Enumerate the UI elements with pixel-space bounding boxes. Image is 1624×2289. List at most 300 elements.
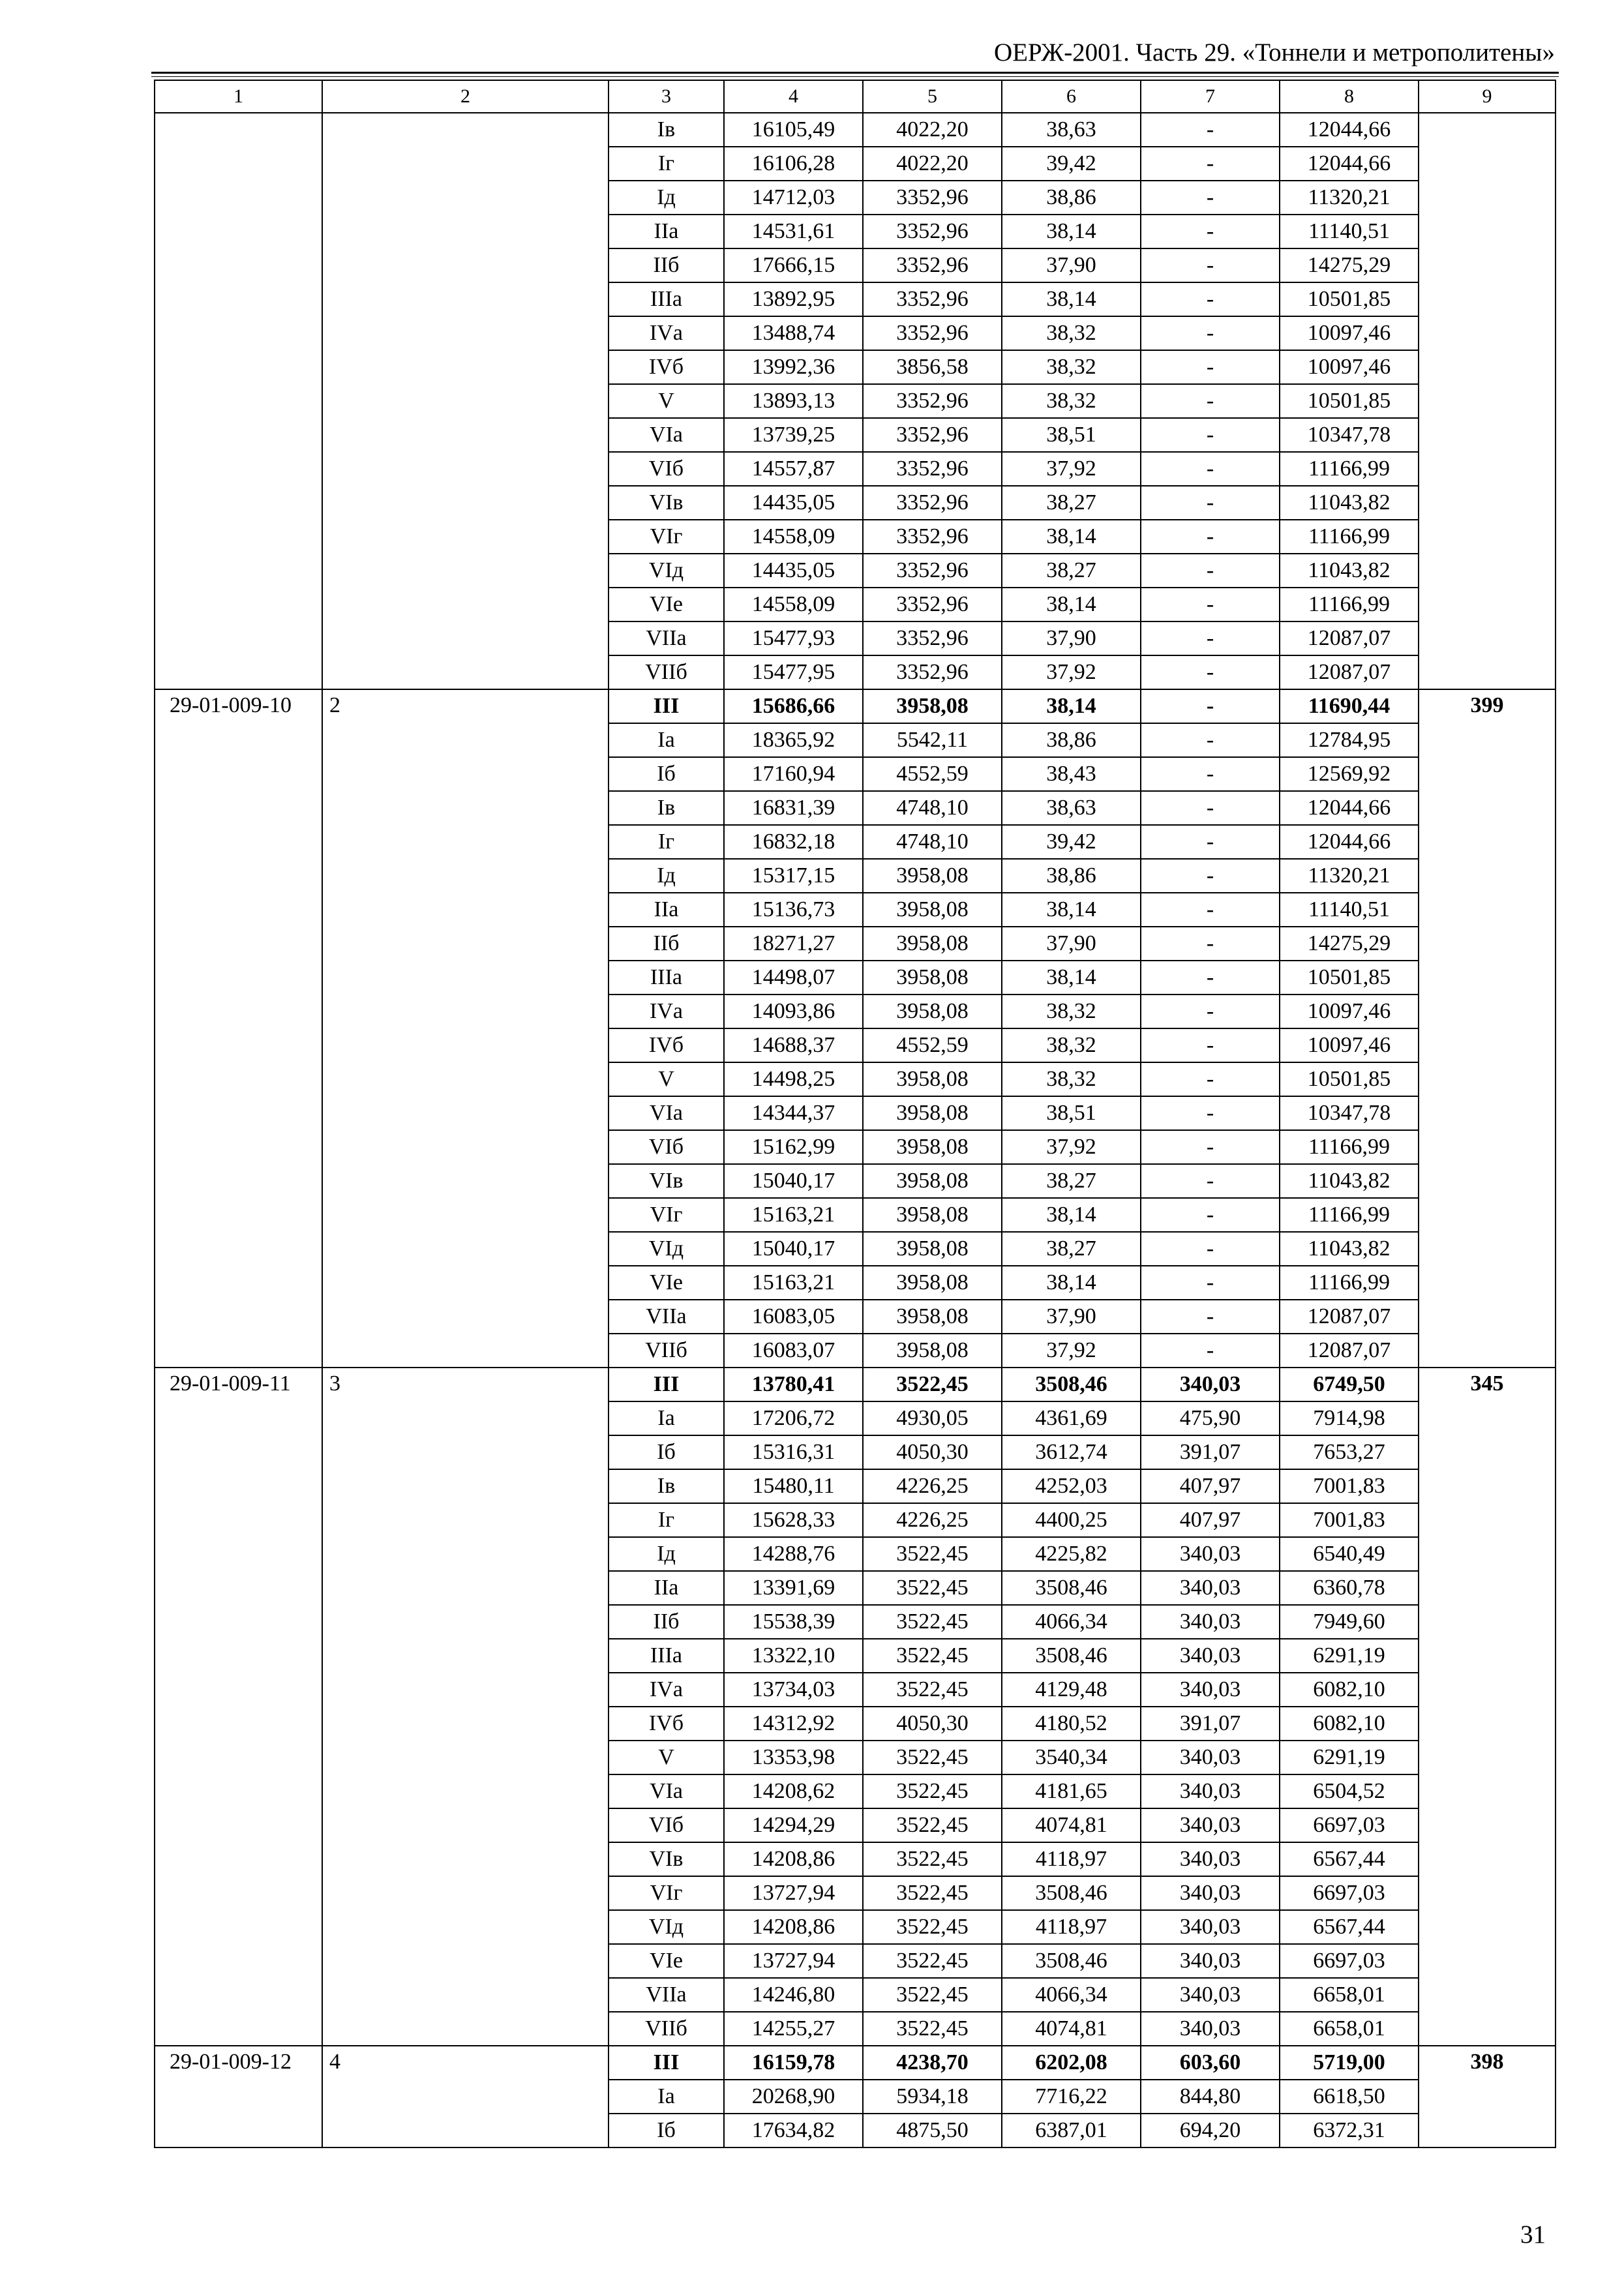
cell-value: 3522,45 — [863, 1605, 1002, 1639]
cell-value: 11166,99 — [1280, 520, 1419, 554]
cell-value: - — [1141, 282, 1280, 316]
cell-value: 11043,82 — [1280, 486, 1419, 520]
cell-value: 15136,73 — [724, 893, 863, 927]
cell-value: 4074,81 — [1002, 1808, 1141, 1842]
cell-value: 38,86 — [1002, 181, 1141, 215]
cell-value: 7653,27 — [1280, 1435, 1419, 1469]
cell-value: 38,14 — [1002, 893, 1141, 927]
cell-item-number: 2 — [322, 689, 609, 1368]
cell-value: 38,63 — [1002, 791, 1141, 825]
cell-value: 18271,27 — [724, 927, 863, 961]
cell-value: 340,03 — [1141, 1978, 1280, 2012]
cell-value: - — [1141, 791, 1280, 825]
cell-value: - — [1141, 995, 1280, 1028]
page-number: 31 — [1520, 2221, 1546, 2249]
cell-value: 6749,50 — [1280, 1368, 1419, 1401]
cell-value: - — [1141, 1198, 1280, 1232]
cell-value: 3958,08 — [863, 689, 1002, 723]
cell-category: IVа — [609, 995, 724, 1028]
cell-value: 11140,51 — [1280, 215, 1419, 248]
cell-value: 13893,13 — [724, 384, 863, 418]
cell-value: 10501,85 — [1280, 282, 1419, 316]
cell-value: 5542,11 — [863, 723, 1002, 757]
cell-value: 4552,59 — [863, 1028, 1002, 1062]
cell-value: 3958,08 — [863, 961, 1002, 995]
cell-category: IVа — [609, 1673, 724, 1707]
cell-value: 340,03 — [1141, 1639, 1280, 1673]
cell-value: 17206,72 — [724, 1401, 863, 1435]
cell-value: 4748,10 — [863, 825, 1002, 859]
cell-category: IVб — [609, 1028, 724, 1062]
cell-value: - — [1141, 961, 1280, 995]
cell-value: 340,03 — [1141, 1842, 1280, 1876]
cell-category: IIа — [609, 1571, 724, 1605]
cell-value: 3508,46 — [1002, 1944, 1141, 1978]
cell-item-number — [322, 113, 609, 689]
cell-value: 4074,81 — [1002, 2012, 1141, 2046]
cell-value: 14312,92 — [724, 1707, 863, 1741]
cell-value: 38,14 — [1002, 215, 1141, 248]
cell-category: Iв — [609, 1469, 724, 1503]
cell-value: 11043,82 — [1280, 1232, 1419, 1266]
cell-value: 4225,82 — [1002, 1537, 1141, 1571]
cell-value: 6082,10 — [1280, 1673, 1419, 1707]
cell-value: 14246,80 — [724, 1978, 863, 2012]
cell-category: Iд — [609, 181, 724, 215]
cell-value: 38,86 — [1002, 859, 1141, 893]
cell-value: 6658,01 — [1280, 2012, 1419, 2046]
cell-value: 13780,41 — [724, 1368, 863, 1401]
cell-value: 3522,45 — [863, 1537, 1002, 1571]
cell-value: 3958,08 — [863, 1198, 1002, 1232]
table-row — [155, 113, 1556, 147]
cell-value: 6360,78 — [1280, 1571, 1419, 1605]
cell-item-number: 4 — [322, 2046, 609, 2147]
cell-value: 12044,66 — [1280, 791, 1419, 825]
cell-value: - — [1141, 384, 1280, 418]
column-header: 7 — [1141, 80, 1280, 113]
cell-value: 4181,65 — [1002, 1774, 1141, 1808]
cell-value: 3958,08 — [863, 1334, 1002, 1368]
cell-value: 38,43 — [1002, 757, 1141, 791]
cell-value: 12087,07 — [1280, 1334, 1419, 1368]
cell-value: 3522,45 — [863, 1944, 1002, 1978]
cell-category: V — [609, 384, 724, 418]
cell-category: Iд — [609, 1537, 724, 1571]
cell-value: 4180,52 — [1002, 1707, 1141, 1741]
cell-value: 15163,21 — [724, 1266, 863, 1300]
cell-value: 11166,99 — [1280, 588, 1419, 621]
cell-value: 4050,30 — [863, 1707, 1002, 1741]
cell-value: - — [1141, 757, 1280, 791]
cell-value: 37,92 — [1002, 1130, 1141, 1164]
cell-value: 38,27 — [1002, 1232, 1141, 1266]
cell-value: 14557,87 — [724, 452, 863, 486]
cell-value: 4748,10 — [863, 791, 1002, 825]
cell-value: 10097,46 — [1280, 1028, 1419, 1062]
cell-value: 11166,99 — [1280, 1266, 1419, 1300]
column-number-row — [155, 80, 1556, 113]
cell-category: VIе — [609, 588, 724, 621]
cell-value: 4930,05 — [863, 1401, 1002, 1435]
cell-value: 3352,96 — [863, 418, 1002, 452]
cell-value: 38,32 — [1002, 1062, 1141, 1096]
cell-value: 14208,62 — [724, 1774, 863, 1808]
cell-value: 14208,86 — [724, 1842, 863, 1876]
cell-value: 16159,78 — [724, 2046, 863, 2080]
cell-value: 37,90 — [1002, 927, 1141, 961]
cell-category: VIд — [609, 554, 724, 588]
cell-value: 11140,51 — [1280, 893, 1419, 927]
cell-value: 12087,07 — [1280, 621, 1419, 655]
cell-value: 15477,95 — [724, 655, 863, 689]
cell-category: Iб — [609, 2114, 724, 2147]
cell-value: 3958,08 — [863, 927, 1002, 961]
cell-value: 38,27 — [1002, 1164, 1141, 1198]
cell-value: 20268,90 — [724, 2080, 863, 2114]
cell-value: 340,03 — [1141, 1741, 1280, 1774]
cell-value: 14498,25 — [724, 1062, 863, 1096]
cell-category: VIIа — [609, 621, 724, 655]
cell-value: 340,03 — [1141, 1605, 1280, 1639]
cell-value: 3352,96 — [863, 384, 1002, 418]
cell-value: 340,03 — [1141, 1537, 1280, 1571]
cell-value: 38,32 — [1002, 316, 1141, 350]
cell-value: 3352,96 — [863, 621, 1002, 655]
cell-value: 391,07 — [1141, 1707, 1280, 1741]
cell-value: 38,14 — [1002, 689, 1141, 723]
column-header: 8 — [1280, 80, 1419, 113]
cell-value: - — [1141, 486, 1280, 520]
cell-value: 15040,17 — [724, 1164, 863, 1198]
page-header-title: ОЕРЖ-2001. Часть 29. «Тоннели и метрополитены» — [993, 38, 1555, 67]
cell-value: 340,03 — [1141, 1673, 1280, 1707]
cell-value: 37,90 — [1002, 1300, 1141, 1334]
cell-value: 5934,18 — [863, 2080, 1002, 2114]
cell-rate-code: 29-01-009-12 — [155, 2046, 322, 2147]
cell-value: 15162,99 — [724, 1130, 863, 1164]
cell-category: VIг — [609, 1876, 724, 1910]
cell-value: 38,14 — [1002, 520, 1141, 554]
cell-value: 6291,19 — [1280, 1639, 1419, 1673]
cell-category: V — [609, 1741, 724, 1774]
cell-value: 7716,22 — [1002, 2080, 1141, 2114]
cell-value: - — [1141, 621, 1280, 655]
cell-value: 340,03 — [1141, 1774, 1280, 1808]
cell-value: 4400,25 — [1002, 1503, 1141, 1537]
cell-value: 12087,07 — [1280, 655, 1419, 689]
cell-value: 340,03 — [1141, 2012, 1280, 2046]
cell-value: 15317,15 — [724, 859, 863, 893]
cell-value: 6387,01 — [1002, 2114, 1141, 2147]
cell-category: VIв — [609, 1842, 724, 1876]
cell-value: 4552,59 — [863, 757, 1002, 791]
cell-value: 11166,99 — [1280, 1198, 1419, 1232]
cell-value: 4066,34 — [1002, 1605, 1141, 1639]
cell-value: - — [1141, 1164, 1280, 1198]
cell-category: IIIа — [609, 282, 724, 316]
cell-value: - — [1141, 723, 1280, 757]
cell-value: 38,86 — [1002, 723, 1141, 757]
cell-value: 3522,45 — [863, 1842, 1002, 1876]
cell-category: Iд — [609, 859, 724, 893]
cell-value: 38,51 — [1002, 418, 1141, 452]
cell-value: 38,27 — [1002, 554, 1141, 588]
cell-value: 4022,20 — [863, 147, 1002, 181]
cell-value: 37,90 — [1002, 621, 1141, 655]
cell-value: 3508,46 — [1002, 1571, 1141, 1605]
cell-category: VIе — [609, 1944, 724, 1978]
cell-value: 4252,03 — [1002, 1469, 1141, 1503]
cell-category: VIг — [609, 1198, 724, 1232]
column-header: 2 — [322, 80, 609, 113]
cell-value: - — [1141, 452, 1280, 486]
cell-value: 4022,20 — [863, 113, 1002, 147]
cell-value: 39,42 — [1002, 147, 1141, 181]
cell-value: - — [1141, 689, 1280, 723]
cell-value: 10097,46 — [1280, 995, 1419, 1028]
cell-value: 13739,25 — [724, 418, 863, 452]
cell-value: 10347,78 — [1280, 1096, 1419, 1130]
cell-value: 18365,92 — [724, 723, 863, 757]
cell-value: 15163,21 — [724, 1198, 863, 1232]
cell-value: 391,07 — [1141, 1435, 1280, 1469]
cell-category: VIв — [609, 486, 724, 520]
cell-value: 14558,09 — [724, 588, 863, 621]
cell-value: 38,14 — [1002, 282, 1141, 316]
table-body — [155, 113, 1556, 2147]
table-row — [155, 1368, 1556, 1401]
cell-value: 694,20 — [1141, 2114, 1280, 2147]
cell-value: 17666,15 — [724, 248, 863, 282]
cell-category: VIг — [609, 520, 724, 554]
cell-value: 4238,70 — [863, 2046, 1002, 2080]
cell-value: 6697,03 — [1280, 1808, 1419, 1842]
cell-value: 3958,08 — [863, 859, 1002, 893]
cell-value: - — [1141, 418, 1280, 452]
cell-category: IIIа — [609, 961, 724, 995]
cell-value: 37,90 — [1002, 248, 1141, 282]
cell-value: 12044,66 — [1280, 825, 1419, 859]
cell-col9-value: 399 — [1419, 689, 1556, 1368]
cell-value: - — [1141, 181, 1280, 215]
cell-value: - — [1141, 655, 1280, 689]
cell-value: 3352,96 — [863, 181, 1002, 215]
cell-value: 3958,08 — [863, 1062, 1002, 1096]
cell-value: 4361,69 — [1002, 1401, 1141, 1435]
cell-value: 4226,25 — [863, 1503, 1002, 1537]
cell-value: 4118,97 — [1002, 1842, 1141, 1876]
cell-value: 14435,05 — [724, 486, 863, 520]
cell-value: 12569,92 — [1280, 757, 1419, 791]
cell-value: 38,27 — [1002, 486, 1141, 520]
cell-category: VIIа — [609, 1300, 724, 1334]
cell-value: - — [1141, 147, 1280, 181]
cell-value: 15538,39 — [724, 1605, 863, 1639]
cell-category: IIа — [609, 215, 724, 248]
cell-value: 13391,69 — [724, 1571, 863, 1605]
cell-value: 14208,86 — [724, 1910, 863, 1944]
cell-rate-code: 29-01-009-10 — [155, 689, 322, 1368]
cell-value: 11690,44 — [1280, 689, 1419, 723]
cell-category: VIа — [609, 418, 724, 452]
cell-value: 12087,07 — [1280, 1300, 1419, 1334]
cell-value: 10347,78 — [1280, 418, 1419, 452]
cell-value: 16832,18 — [724, 825, 863, 859]
cell-category: VIб — [609, 1130, 724, 1164]
cell-value: - — [1141, 520, 1280, 554]
cell-value: 15628,33 — [724, 1503, 863, 1537]
cell-value: 17160,94 — [724, 757, 863, 791]
cell-value: 6504,52 — [1280, 1774, 1419, 1808]
cell-value: 38,14 — [1002, 588, 1141, 621]
cell-value: 3508,46 — [1002, 1368, 1141, 1401]
cell-value: 10501,85 — [1280, 384, 1419, 418]
cell-value: 38,14 — [1002, 1198, 1141, 1232]
cell-category: VIб — [609, 452, 724, 486]
cell-value: 3352,96 — [863, 282, 1002, 316]
cell-value: 14712,03 — [724, 181, 863, 215]
cell-value: 7001,83 — [1280, 1503, 1419, 1537]
cell-rate-code — [155, 113, 322, 689]
cell-value: 6567,44 — [1280, 1842, 1419, 1876]
cell-value: 3522,45 — [863, 1876, 1002, 1910]
cell-value: 11166,99 — [1280, 452, 1419, 486]
cell-value: 3352,96 — [863, 554, 1002, 588]
cell-value: 13353,98 — [724, 1741, 863, 1774]
cell-value: 37,92 — [1002, 1334, 1141, 1368]
cell-col9-value: 398 — [1419, 2046, 1556, 2147]
cell-value: 11043,82 — [1280, 1164, 1419, 1198]
cell-category: III — [609, 689, 724, 723]
cell-value: 13727,94 — [724, 1944, 863, 1978]
cell-value: 3522,45 — [863, 1808, 1002, 1842]
cell-category: IVб — [609, 1707, 724, 1741]
cell-category: III — [609, 1368, 724, 1401]
cell-value: - — [1141, 1096, 1280, 1130]
cell-value: 15040,17 — [724, 1232, 863, 1266]
cell-value: 14435,05 — [724, 554, 863, 588]
cell-value: 38,14 — [1002, 1266, 1141, 1300]
cell-value: 3522,45 — [863, 1741, 1002, 1774]
cell-value: 38,32 — [1002, 995, 1141, 1028]
cell-value: 14498,07 — [724, 961, 863, 995]
cell-value: 3958,08 — [863, 893, 1002, 927]
cell-category: Iа — [609, 723, 724, 757]
cell-value: - — [1141, 1232, 1280, 1266]
cell-value: 11166,99 — [1280, 1130, 1419, 1164]
cell-value: 14294,29 — [724, 1808, 863, 1842]
cell-value: 407,97 — [1141, 1469, 1280, 1503]
cell-value: 38,51 — [1002, 1096, 1141, 1130]
cell-value: 3352,96 — [863, 215, 1002, 248]
cell-value: 12044,66 — [1280, 147, 1419, 181]
cell-value: 12784,95 — [1280, 723, 1419, 757]
cell-value: 14255,27 — [724, 2012, 863, 2046]
cell-value: 10501,85 — [1280, 961, 1419, 995]
table-row — [155, 2046, 1556, 2080]
cell-value: - — [1141, 927, 1280, 961]
cell-value: 14288,76 — [724, 1537, 863, 1571]
cell-category: Iв — [609, 791, 724, 825]
cell-category: VIв — [609, 1164, 724, 1198]
header-rule — [151, 72, 1559, 74]
cell-value: 3958,08 — [863, 1300, 1002, 1334]
cell-value: 3612,74 — [1002, 1435, 1141, 1469]
cell-value: 16083,07 — [724, 1334, 863, 1368]
cell-value: 10501,85 — [1280, 1062, 1419, 1096]
cell-category: Iг — [609, 147, 724, 181]
cell-value: 6372,31 — [1280, 2114, 1419, 2147]
cell-category: Iб — [609, 1435, 724, 1469]
cell-value: 14275,29 — [1280, 248, 1419, 282]
cell-value: 3508,46 — [1002, 1876, 1141, 1910]
cell-value: 13734,03 — [724, 1673, 863, 1707]
cell-category: VIIб — [609, 1334, 724, 1368]
cell-value: 3352,96 — [863, 452, 1002, 486]
cell-value: 475,90 — [1141, 1401, 1280, 1435]
cell-value: 3352,96 — [863, 520, 1002, 554]
cell-category: VIIб — [609, 655, 724, 689]
column-header: 3 — [609, 80, 724, 113]
cell-col9-value — [1419, 113, 1556, 689]
cell-value: 14688,37 — [724, 1028, 863, 1062]
cell-value: 3540,34 — [1002, 1741, 1141, 1774]
cell-value: - — [1141, 248, 1280, 282]
cell-value: - — [1141, 554, 1280, 588]
cell-category: Iв — [609, 113, 724, 147]
cell-category: VIе — [609, 1266, 724, 1300]
cell-value: 37,92 — [1002, 655, 1141, 689]
cell-value: 844,80 — [1141, 2080, 1280, 2114]
cell-value: 13322,10 — [724, 1639, 863, 1673]
cell-value: - — [1141, 1062, 1280, 1096]
cell-category: Iа — [609, 1401, 724, 1435]
cell-value: - — [1141, 1300, 1280, 1334]
cell-value: 4129,48 — [1002, 1673, 1141, 1707]
cell-value: 3958,08 — [863, 1232, 1002, 1266]
cell-value: - — [1141, 1334, 1280, 1368]
cell-value: 15480,11 — [724, 1469, 863, 1503]
cell-value: 3522,45 — [863, 1368, 1002, 1401]
cell-value: 3522,45 — [863, 2012, 1002, 2046]
cell-value: 16106,28 — [724, 147, 863, 181]
cell-value: - — [1141, 316, 1280, 350]
cell-value: 17634,82 — [724, 2114, 863, 2147]
cell-category: III — [609, 2046, 724, 2080]
cell-value: 13992,36 — [724, 350, 863, 384]
cell-category: Iг — [609, 1503, 724, 1537]
cell-value: 14558,09 — [724, 520, 863, 554]
cell-category: IIа — [609, 893, 724, 927]
cell-value: 340,03 — [1141, 1808, 1280, 1842]
cell-value: 6658,01 — [1280, 1978, 1419, 2012]
cell-category: Iб — [609, 757, 724, 791]
cell-value: 340,03 — [1141, 1368, 1280, 1401]
cell-value: 14344,37 — [724, 1096, 863, 1130]
cell-value: 38,63 — [1002, 113, 1141, 147]
cell-category: IIIа — [609, 1639, 724, 1673]
cell-category: IIб — [609, 927, 724, 961]
cell-value: 15316,31 — [724, 1435, 863, 1469]
cell-value: 3508,46 — [1002, 1639, 1141, 1673]
cell-category: IVб — [609, 350, 724, 384]
cell-value: 3522,45 — [863, 1978, 1002, 2012]
cell-value: 7001,83 — [1280, 1469, 1419, 1503]
cell-category: VIIб — [609, 2012, 724, 2046]
cell-value: 7949,60 — [1280, 1605, 1419, 1639]
cell-value: 3352,96 — [863, 248, 1002, 282]
